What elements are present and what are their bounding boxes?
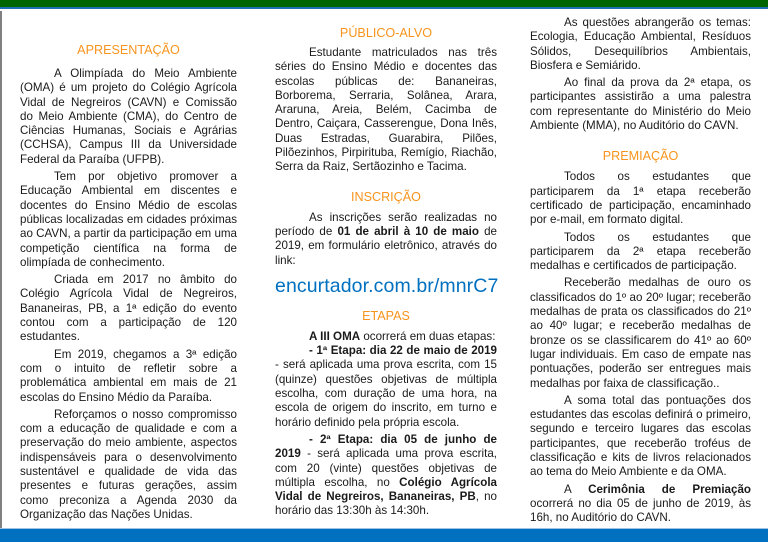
apresentacao-paragraph: A Olimpíada do Meio Ambiente (OMA) é um projeto do Colégio Agrícola Vidal de Negreiros (CAVN) e Comissão do Meio Ambiente (CMA), do Centro de Ciências Humanas, Sociais e Agrárias (CCHSA), Campus III da Universidade Federal da Paraíba (UFPB). <box>20 67 237 166</box>
registration-link[interactable]: encurtador.com.br/mnrC7 <box>275 274 499 297</box>
etapas-edition: A III OMA <box>309 329 361 343</box>
etapa-1-date: - 1ª Etapa: dia 22 de maio de 2019 <box>309 344 497 358</box>
heading-apresentacao: APRESENTAÇÃO <box>77 43 180 57</box>
etapas-intro-text: ocorrerá em duas etapas: <box>360 329 496 343</box>
etapa-1 <box>275 344 497 430</box>
cerimonia-title: Cerimônia de Premiação <box>588 482 751 496</box>
cerimonia-text: A <box>564 482 589 496</box>
apresentacao-paragraph: Reforçamos o nosso compromisso com a educação de qualidade e com a preservação do meio ambiente, aspectos indispensáveis para o desenvolvimento sustentável e qualidade de vida das presentes e futuras gerações, assim como preconiza a Agenda 2030 da Organização das Nações Unidas. <box>20 407 237 521</box>
heading-publico-alvo: PÚBLICO-ALVO <box>339 26 433 40</box>
etapa-2-time: , no horário das 13:30h às 14:30h. <box>275 490 498 518</box>
etapa-2 <box>275 433 497 519</box>
etapa-2-text: - será aplicada uma prova escrita, com 20 (vinte) questões objetivas de múltipla escolha, no <box>275 447 497 489</box>
etapa-2-date: - 2ª Etapa: dia 05 de junho de 2019 <box>275 432 497 461</box>
top-green-bar <box>0 0 768 9</box>
column-publico-inscricao-etapas <box>275 11 497 522</box>
publico-alvo-paragraph: Estudante matriculados nas três séries do Ensino Médio e docentes das escolas públicas de: Bananeiras, Borborema, Serraria, Solânea, Arara, Araruna, Areia, Belém, Cacimba de Dentro, Caiçara, Casserengue, Dona Inês, Duas Estradas, Guarabira, Pilões, Pilõezinhos, Pirpirituba, Remígio, Riachão, Serra da Raiz, Sertãozinho e Tacima. <box>275 46 497 174</box>
cerimonia-paragraph <box>530 483 751 526</box>
heading-premiacao: PREMIAÇÃO <box>602 149 679 164</box>
apresentacao-paragraph: Criada em 2017 no âmbito do Colégio Agrícola Vidal de Negreiros, Bananeiras, PB, a 1ª edição do evento contou com a participação de 120 estudantes. <box>20 273 237 344</box>
cerimonia-text: ocorrerá no dia 05 de junho de 2019, às 16h, no Auditório do CAVN. <box>530 496 751 525</box>
bottom-blue-bar <box>0 528 768 542</box>
etapa-1-text: - será aplicada uma prova escrita, com 15 (quinze) questões objetivas de múltipla escolha, com duração de uma hora, na escola de origem do inscrito, em turno e horário definido pela própria escola. <box>275 358 497 429</box>
etapa-2-place: Colégio Agrícola Vidal de Negreiros, Bananeiras, PB <box>275 475 497 504</box>
inscricao-text: As inscrições serão realizadas no período de <box>275 210 497 238</box>
column-temas-premiacao <box>530 11 751 529</box>
heading-inscricao: INSCRIÇÃO <box>351 189 421 204</box>
inscricao-text: de 2019, em formulário eletrônico, através do link: <box>275 224 497 267</box>
inscricao-period: 01 de abril à 10 de maio <box>337 224 479 238</box>
inscricao-paragraph <box>275 211 497 268</box>
apresentacao-paragraph: Em 2019, chegamos a 3ª edição com o intuito de refletir sobre a problemática ambiental em mais de 21 escolas do Ensino Médio da Paraíba. <box>20 347 237 404</box>
apresentacao-paragraph: Tem por objetivo promover a Educação Ambiental em discentes e docentes do Ensino Médio de escolas públicas localizadas em cidades próximas ao CAVN, a partir da participação em uma competição científica na forma de olimpíada de conhecimento. <box>20 170 237 269</box>
left-border <box>0 11 2 529</box>
column-apresentacao <box>20 11 237 525</box>
palestra-paragraph: Ao final da prova da 2ª etapa, os participantes assistirão a uma palestra com representante do Ministério do Meio Ambiente (MMA), no Auditório do CAVN. <box>530 76 751 133</box>
premiacao-paragraph: Todos os estudantes que participarem da 1ª etapa receberão certificado de participação, encaminhado por e-mail, em formato digital. <box>530 170 751 227</box>
premiacao-paragraph: A soma total das pontuações dos estudantes das escolas definirá o primeiro, segundo e terceiro lugares das escolas participantes, que receberão troféus de classificação e kits de livros relacionados ao tema do Meio Ambiente e da OMA. <box>530 393 751 479</box>
link-container <box>275 274 497 298</box>
heading-etapas: ETAPAS <box>362 308 410 323</box>
temas-paragraph: As questões abrangerão os temas: Ecologia, Educação Ambiental, Resíduos Sólidos, Desequilíbrios Ambientais, Biosfera e Semiárido. <box>530 16 751 72</box>
premiacao-paragraph: Receberão medalhas de ouro os classificados do 1º ao 20º lugar; receberão medalhas de prata os classificados do 21º ao 40º lugar; e receberão medalhas de bronze os se classificarem do 41º ao 60º lugar individuais. Em caso de empate nas pontuações, poderão ser entregues mais medalhas por faixa de classificação.. <box>530 276 751 390</box>
premiacao-paragraph: Todos os estudantes que participarem da 2ª etapa receberão medalhas e certificados de participação. <box>530 230 751 273</box>
etapas-intro <box>275 330 497 344</box>
